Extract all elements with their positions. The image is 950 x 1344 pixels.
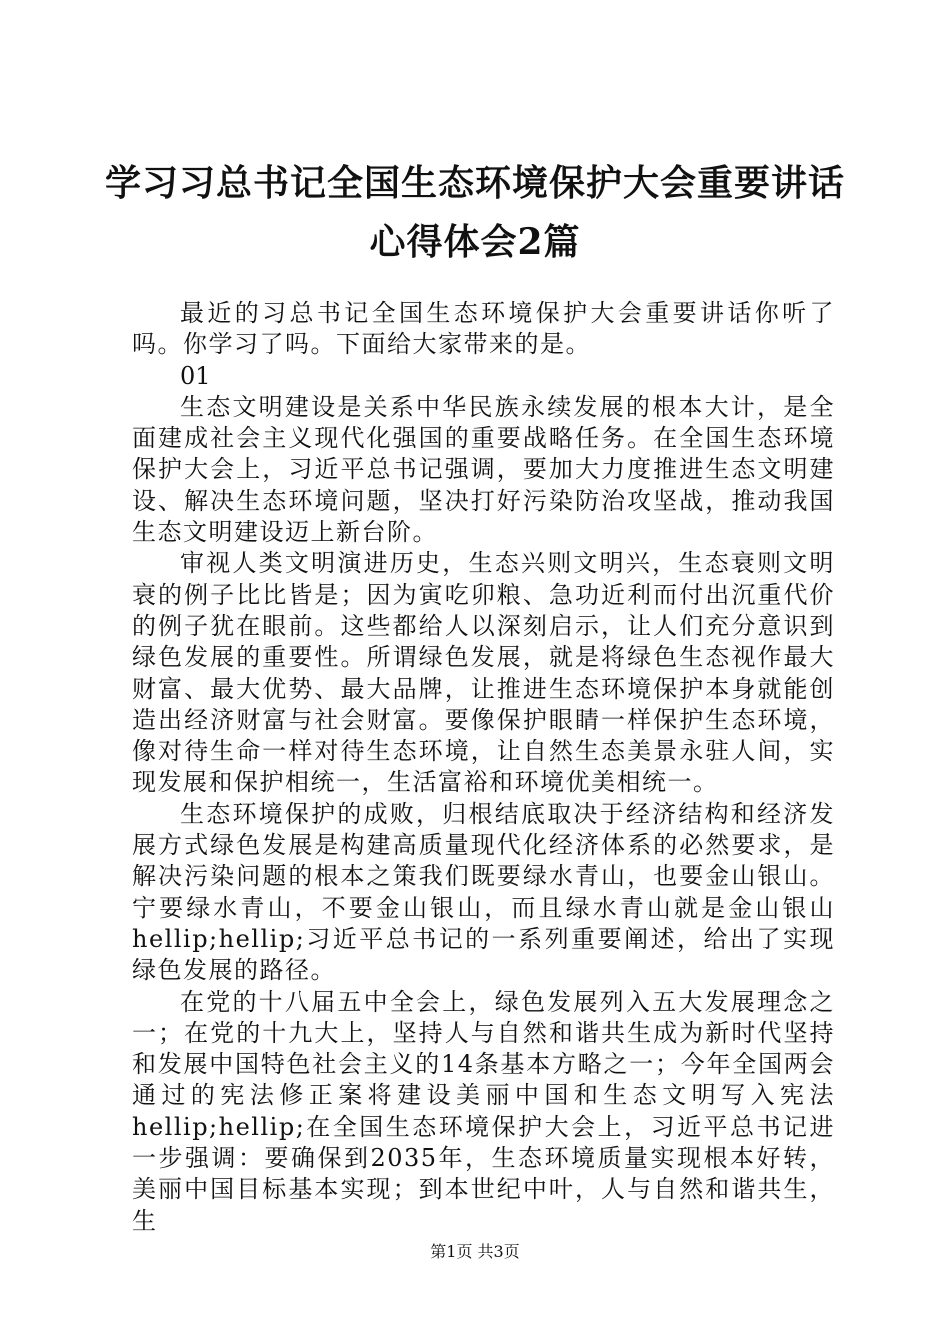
section-number: 01: [180, 361, 211, 390]
body-paragraph: 生态文明建设是关系中华民族永续发展的根本大计，是全面建成社会主义现代化强国的重要战略任务。在全国生态环境保护大会上，习近平总书记强调，要加大力度推进生态文明建设、解决生态环境问题，坚决打好污染防治攻坚战，推动我国生态文明建设迈上新台阶。: [132, 392, 835, 547]
body-paragraph: 生态环境保护的成败，归根结底取决于经济结构和经济发展方式绿色发展是构建高质量现代化经济体系的必然要求，是解决污染问题的根本之策我们既要绿水青山，也要金山银山。宁要绿水青山，不要金山银山，而且绿水青山就是金山银山hellip;hellip;习近平总书记的一系列重要阐述，给出了实现绿色发展的路径。: [132, 799, 835, 985]
document-body: [132, 298, 835, 1237]
body-paragraph: 审视人类文明演进历史，生态兴则文明兴，生态衰则文明衰的例子比比皆是；因为寅吃卯粮、急功近利而付出沉重代价的例子犹在眼前。这些都给人以深刻启示，让人们充分意识到绿色发展的重要性。所谓绿色发展，就是将绿色生态视作最大财富、最大优势、最大品牌，让推进生态环境保护本身就能创造出经济财富与社会财富。要像保护眼睛一样保护生态环境，像对待生命一样对待生态环境，让自然生态美景永驻人间，实现发展和保护相统一，生活富裕和环境优美相统一。: [132, 549, 835, 797]
document-title-line-1: 学习习总书记全国生态环境保护大会重要讲话: [104, 162, 845, 204]
body-paragraph: 在党的十八届五中全会上，绿色发展列入五大发展理念之一；在党的十九大上，坚持人与自然和谐共生成为新时代坚持和发展中国特色社会主义的14条基本方略之一；今年全国两会通过的宪法修正案将建设美丽中国和生态文明写入宪法hellip;hellip;在全国生态环境保护大会上，习近平总书记进一步强调：要确保到2035年，生态环境质量实现根本好转，美丽中国目标基本实现；到本世纪中叶，人与自然和谐共生，生: [132, 987, 835, 1235]
intro-paragraph: 最近的习总书记全国生态环境保护大会重要讲话你听了吗。你学习了吗。下面给大家带来的是。: [132, 299, 835, 359]
page-footer: 第1页 共3页: [430, 1242, 520, 1261]
document-title-line-2: 心得体会2篇: [369, 221, 581, 263]
